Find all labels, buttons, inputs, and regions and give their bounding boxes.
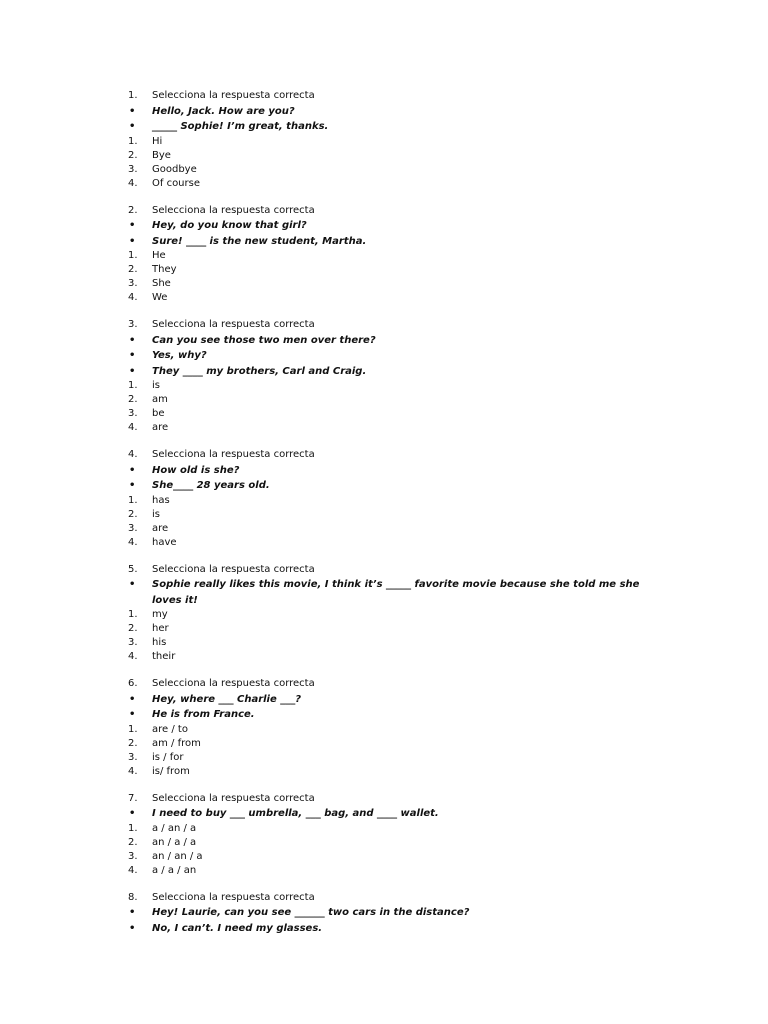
option-number: 2. — [128, 836, 138, 848]
bullet-icon: • — [129, 693, 136, 705]
bullet-icon: • — [129, 907, 136, 918]
option-number: 4. — [128, 422, 138, 433]
option-text: He — [152, 250, 166, 261]
answer-option — [0, 608, 768, 622]
option-text: an / a / a — [152, 836, 197, 848]
option-number: 4. — [128, 864, 138, 876]
dialog-line — [0, 119, 768, 135]
bullet-icon: • — [129, 464, 136, 476]
question-block — [0, 318, 768, 435]
option-number: 4. — [128, 177, 138, 189]
question-header — [0, 792, 768, 806]
question-number: 6. — [128, 678, 138, 689]
option-text: Hi — [152, 135, 163, 147]
answer-option — [0, 263, 768, 277]
answer-option — [0, 536, 768, 550]
bullet-icon: • — [129, 334, 136, 346]
dialog-line — [0, 234, 768, 250]
option-number: 4. — [128, 765, 138, 777]
option-number: 4. — [128, 536, 138, 548]
option-number: 3. — [128, 408, 138, 419]
option-number: 3. — [128, 522, 138, 534]
option-text: Goodbye — [152, 163, 197, 175]
bullet-icon: • — [129, 579, 136, 590]
answer-option — [0, 177, 768, 191]
answer-option — [0, 765, 768, 779]
dialog-line — [0, 707, 768, 723]
question-block — [0, 204, 768, 306]
option-number: 1. — [128, 135, 138, 147]
question-number: 3. — [128, 319, 138, 330]
option-text: are / to — [152, 723, 188, 735]
dialog-line — [0, 463, 768, 479]
option-text: am — [152, 394, 168, 405]
question-instruction: Selecciona la respuesta correcta — [152, 678, 315, 689]
option-text: is / for — [152, 751, 184, 763]
bullet-icon: • — [129, 350, 136, 361]
option-text: are — [152, 422, 169, 433]
dialog-line — [0, 218, 768, 234]
question-block — [0, 563, 768, 665]
question-number: 2. — [128, 204, 138, 216]
option-number: 1. — [128, 494, 138, 506]
dialog-line — [0, 577, 768, 608]
dialog-text: Hey, where ___ Charlie ___? — [152, 693, 302, 705]
dialog-text: Sophie really likes this movie, I think it’s _____ favorite movie because she told me she loves it! — [152, 579, 640, 606]
answer-option — [0, 636, 768, 650]
option-number: 2. — [128, 394, 138, 405]
option-text: has — [152, 494, 170, 506]
question-block — [0, 89, 768, 191]
dialog-line — [0, 364, 768, 380]
option-text: We — [152, 292, 168, 303]
answer-option — [0, 249, 768, 263]
dialog-text: Sure! ____ is the new student, Martha. — [152, 235, 367, 247]
option-text: They — [152, 264, 177, 275]
option-number: 3. — [128, 637, 138, 648]
question-number: 4. — [128, 449, 138, 460]
document-body — [0, 89, 768, 949]
question-header — [0, 891, 768, 905]
answer-option — [0, 737, 768, 751]
question-instruction: Selecciona la respuesta correcta — [152, 891, 315, 903]
answer-option — [0, 522, 768, 536]
option-number: 4. — [128, 292, 138, 303]
dialog-text: No, I can’t. I need my glasses. — [152, 922, 323, 934]
dialog-text: He is from France. — [152, 709, 255, 720]
option-text: are — [152, 522, 169, 534]
answer-option — [0, 135, 768, 149]
dialog-text: Hey, do you know that girl? — [152, 220, 307, 231]
option-number: 1. — [128, 723, 138, 735]
answer-option — [0, 650, 768, 664]
option-number: 3. — [128, 278, 138, 289]
dialog-text: She____ 28 years old. — [152, 480, 270, 491]
option-text: Bye — [152, 149, 171, 161]
question-number: 8. — [128, 891, 138, 903]
dialog-text: How old is she? — [152, 464, 240, 476]
bullet-icon: • — [129, 121, 136, 132]
question-instruction: Selecciona la respuesta correcta — [152, 319, 315, 330]
dialog-line — [0, 921, 768, 937]
dialog-text: Hello, Jack. How are you? — [152, 105, 295, 117]
question-header — [0, 563, 768, 577]
answer-option — [0, 751, 768, 765]
bullet-icon: • — [129, 922, 136, 934]
option-text: be — [152, 408, 165, 419]
option-text: is/ from — [152, 765, 190, 777]
question-number: 1. — [128, 90, 138, 101]
option-number: 3. — [128, 850, 138, 862]
answer-option — [0, 277, 768, 291]
bullet-icon: • — [129, 235, 136, 247]
option-number: 1. — [128, 609, 138, 620]
answer-option — [0, 421, 768, 435]
bullet-icon: • — [129, 105, 136, 117]
answer-option — [0, 494, 768, 508]
option-text: my — [152, 609, 168, 620]
dialog-text: _____ Sophie! I’m great, thanks. — [152, 121, 329, 132]
dialog-line — [0, 692, 768, 708]
bullet-icon: • — [129, 365, 136, 377]
option-text: have — [152, 536, 177, 548]
question-instruction: Selecciona la respuesta correcta — [152, 792, 315, 804]
bullet-icon: • — [129, 480, 136, 491]
question-header — [0, 677, 768, 691]
answer-option — [0, 723, 768, 737]
dialog-line — [0, 104, 768, 120]
dialog-text: I need to buy ___ umbrella, ___ bag, and ____ wallet. — [152, 808, 439, 819]
bullet-icon: • — [129, 709, 136, 720]
question-number: 5. — [128, 563, 138, 575]
option-text: Of course — [152, 177, 200, 189]
dialog-line — [0, 333, 768, 349]
option-number: 1. — [128, 380, 138, 391]
dialog-text: They ____ my brothers, Carl and Craig. — [152, 365, 367, 377]
question-number: 7. — [128, 792, 138, 804]
dialog-text: Yes, why? — [152, 350, 207, 361]
option-number: 3. — [128, 751, 138, 763]
answer-option — [0, 850, 768, 864]
option-number: 2. — [128, 264, 138, 275]
option-text: their — [152, 651, 176, 662]
option-number: 2. — [128, 149, 138, 161]
answer-option — [0, 163, 768, 177]
dialog-text: Can you see those two men over there? — [152, 334, 376, 346]
option-number: 2. — [128, 737, 138, 749]
bullet-icon: • — [129, 808, 136, 819]
answer-option — [0, 822, 768, 836]
question-instruction: Selecciona la respuesta correcta — [152, 204, 315, 216]
option-number: 2. — [128, 623, 138, 634]
answer-option — [0, 836, 768, 850]
option-text: She — [152, 278, 171, 289]
option-text: is — [152, 380, 160, 391]
option-text: an / an / a — [152, 850, 203, 862]
question-block — [0, 677, 768, 779]
dialog-line — [0, 806, 768, 822]
question-instruction: Selecciona la respuesta correcta — [152, 90, 315, 101]
option-number: 2. — [128, 508, 138, 520]
option-number: 1. — [128, 250, 138, 261]
option-text: a / a / an — [152, 864, 197, 876]
answer-option — [0, 508, 768, 522]
option-text: am / from — [152, 737, 201, 749]
question-block — [0, 448, 768, 550]
question-header — [0, 448, 768, 462]
question-instruction: Selecciona la respuesta correcta — [152, 563, 315, 575]
answer-option — [0, 291, 768, 305]
question-header — [0, 89, 768, 103]
question-instruction: Selecciona la respuesta correcta — [152, 449, 315, 460]
dialog-line — [0, 905, 768, 921]
answer-option — [0, 379, 768, 393]
question-header — [0, 204, 768, 218]
dialog-line — [0, 348, 768, 364]
option-text: his — [152, 637, 167, 648]
answer-option — [0, 149, 768, 163]
option-number: 4. — [128, 651, 138, 662]
bullet-icon: • — [129, 220, 136, 231]
option-number: 3. — [128, 163, 138, 175]
answer-option — [0, 393, 768, 407]
answer-option — [0, 864, 768, 878]
question-block — [0, 891, 768, 937]
option-text: is — [152, 508, 160, 520]
dialog-line — [0, 478, 768, 494]
question-block — [0, 792, 768, 878]
answer-option — [0, 622, 768, 636]
dialog-text: Hey! Laurie, can you see ______ two cars in the distance? — [152, 907, 470, 918]
option-text: her — [152, 623, 169, 634]
answer-option — [0, 407, 768, 421]
option-number: 1. — [128, 822, 138, 834]
question-header — [0, 318, 768, 332]
option-text: a / an / a — [152, 822, 197, 834]
